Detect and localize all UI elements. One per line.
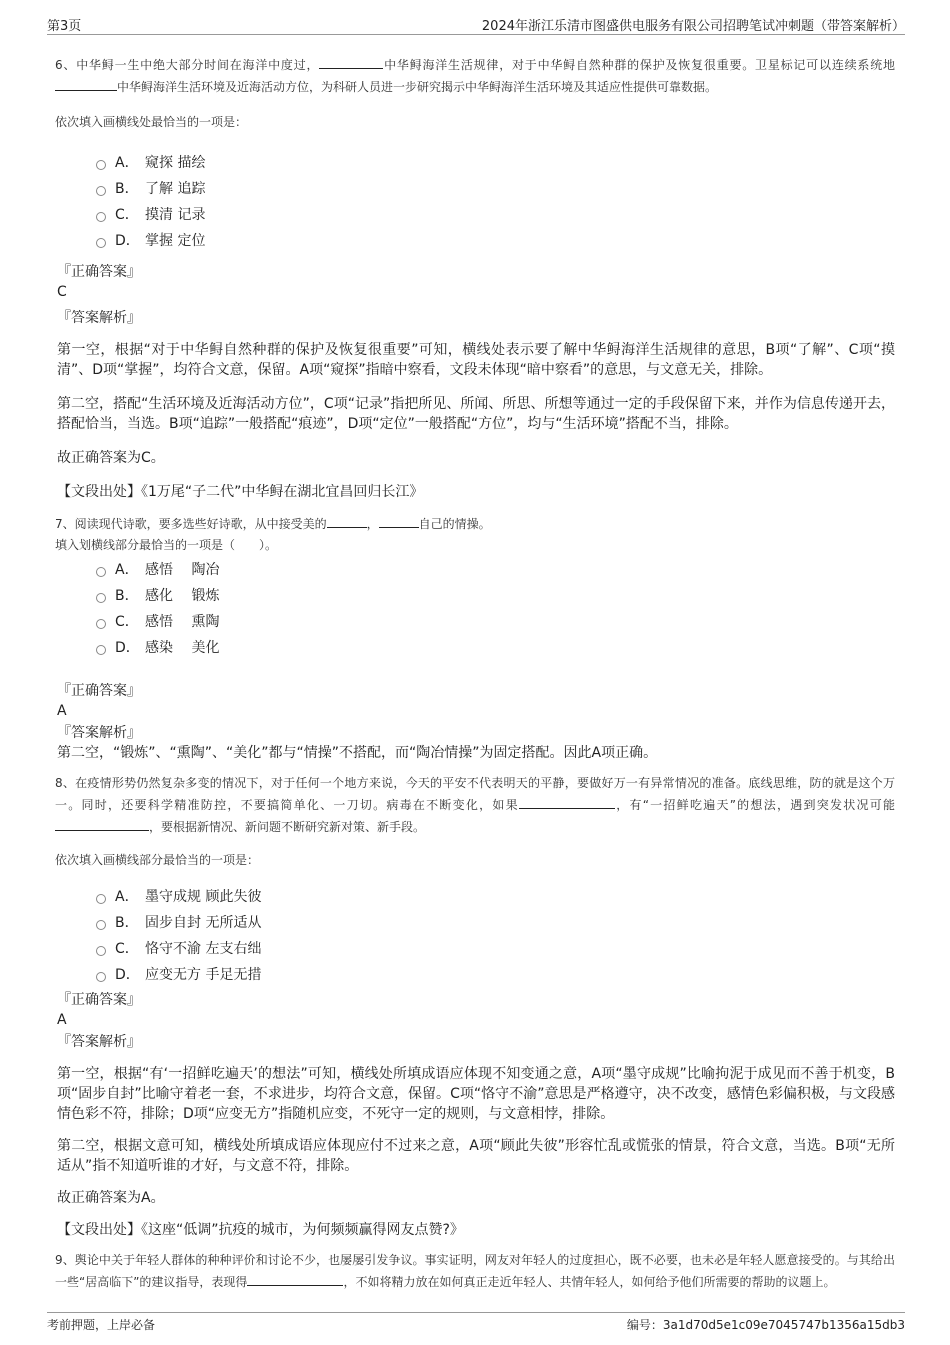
footer-slogan: 考前押题，上岸必备: [47, 1318, 156, 1332]
option-d[interactable]: D． 应变无方 手足无措: [55, 962, 895, 988]
answer-label: 『正确答案』: [57, 683, 141, 699]
question-8-prompt: 依次填入画横线部分最恰当的一项是：: [55, 853, 260, 867]
radio-icon[interactable]: [96, 894, 106, 904]
radio-icon[interactable]: [96, 567, 106, 577]
question-8-stem: 8、在疫情形势仍然复杂多变的情况下，对于任何一个地方来说，今天的平安不代表明天的平静，要做好万一有异常情况的准备。底线思维，防的就是这个万一。同时，还要科学精准防控，不要搞简单化、一刀切。病毒在不断变化，如果 ，有“一招鲜吃遍天”的想法，遇到突发状况可能，要根据新情况、新问题不断研究新对策、新手段。: [55, 776, 895, 834]
question-7-prompt: 填入划横线部分最恰当的一项是（ ）。: [55, 538, 278, 552]
radio-icon[interactable]: [96, 238, 106, 248]
analysis-paragraph: 第二空，根据文意可知，横线处所填成语应体现应付不过来之意，A项“顾此失彼”形容忙乱或慌张的情景，符合文意，当选。B项“无所适从”指不知道听谁的才好，与文意不符，排除。: [57, 1138, 895, 1174]
analysis-paragraph: 第一空，根据“有‘一招鲜吃遍天’的想法”可知，横线处所填成语应体现不知变通之意，A项“墨守成规”比喻拘泥于成见而不善于机变，B项“固步自封”比喻守着老一套，不求进步，均符合文意，保留。C项“恪守不渝”意思是严格遵守，决不改变，感情色彩偏积极，与文段感情色彩不符，排除；D项“应变无方”指随机应变，不死守一定的规则，与文意相悖，排除。: [57, 1066, 895, 1122]
radio-icon[interactable]: [96, 920, 106, 930]
option-c[interactable]: C． 感悟 熏陶: [55, 609, 895, 635]
analysis-label: 『答案解析』: [57, 725, 141, 741]
document-code: 编号：3a1d70d5e1c09e7045747b1356a15db3: [626, 1318, 905, 1332]
radio-icon[interactable]: [96, 160, 106, 170]
option-c[interactable]: C． 恪守不渝 左支右绌: [55, 936, 895, 962]
radio-icon[interactable]: [96, 972, 106, 982]
source-citation: 【文段出处】《这座“低调”抗疫的城市，为何频频赢得网友点赞?》: [57, 1222, 464, 1238]
radio-icon[interactable]: [96, 593, 106, 603]
radio-icon[interactable]: [96, 619, 106, 629]
answer-label: 『正确答案』: [57, 992, 141, 1008]
option-b[interactable]: B． 感化 锻炼: [55, 583, 895, 609]
answer-value: A: [57, 703, 67, 719]
analysis-conclusion: 故正确答案为A。: [57, 1190, 165, 1206]
option-b[interactable]: B． 了解 追踪: [55, 176, 895, 202]
analysis-label: 『答案解析』: [57, 310, 141, 326]
page-number: 第3页: [47, 19, 82, 34]
question-7-stem: 7、阅读现代诗歌，要多选些好诗歌，从中接受美的 ， 自己的情操。: [55, 517, 491, 531]
answer-value: A: [57, 1012, 67, 1028]
document-title: 2024年浙江乐清市图盛供电服务有限公司招聘笔试冲刺题（带答案解析）: [481, 19, 905, 34]
question-7-options: [55, 557, 895, 661]
option-c[interactable]: C． 摸清 记录: [55, 202, 895, 228]
source-citation: 【文段出处】《1万尾“子二代”中华鲟在湖北宜昌回归长江》: [57, 484, 424, 500]
question-6-stem: 6、中华鲟一生中绝大部分时间在海洋中度过， 中华鲟海洋生活规律，对于中华鲟自然种群的保护及恢复很重要。卫星标记可以连续系统地中华鲟海洋生活环境及近海活动方位，为科研人员进一步研究揭示中华鲟海洋生活环境及其适应性提供可靠数据。: [55, 54, 895, 98]
analysis-paragraph: 第二空，“锻炼”、“熏陶”、“美化”都与“情操”不搭配，而“陶冶情操”为固定搭配。因此A项正确。: [57, 745, 658, 761]
analysis-paragraph: 第一空，根据“对于中华鲟自然种群的保护及恢复很重要”可知，横线处表示要了解中华鲟海洋生活规律的意思，B项“了解”、C项“摸清”、D项“掌握”，均符合文意，保留。A项“窥探”指暗中察看，文段未体现“暗中察看”的意思，与文意无关，排除。: [57, 342, 895, 378]
question-8-options: [55, 884, 895, 988]
option-a[interactable]: A． 墨守成规 顾此失彼: [55, 884, 895, 910]
answer-value: C: [57, 284, 67, 300]
option-d[interactable]: D． 掌握 定位: [55, 228, 895, 254]
answer-label: 『正确答案』: [57, 264, 141, 280]
page-footer: [47, 1312, 905, 1333]
question-6-prompt: 依次填入画横线处最恰当的一项是：: [55, 115, 248, 129]
option-a[interactable]: A． 感悟 陶冶: [55, 557, 895, 583]
question-6-options: [55, 150, 895, 254]
option-d[interactable]: D． 感染 美化: [55, 635, 895, 661]
radio-icon[interactable]: [96, 212, 106, 222]
analysis-paragraph: 第二空，搭配“生活环境及近海活动方位”，C项“记录”指把所见、所闻、所思、所想等通过一定的手段保留下来，并作为信息传递开去，搭配恰当，当选。B项“追踪”一般搭配“痕迹”，D项“定位”一般搭配“方位”，均与“生活环境”搭配不当，排除。: [57, 396, 895, 432]
option-a[interactable]: A． 窥探 描绘: [55, 150, 895, 176]
document-body: [55, 50, 895, 1293]
radio-icon[interactable]: [96, 645, 106, 655]
analysis-label: 『答案解析』: [57, 1034, 141, 1050]
question-9-stem: 9、舆论中关于年轻人群体的种种评价和讨论不少，也屡屡引发争议。事实证明，网友对年轻人的过度担心，既不必要，也未必是年轻人愿意接受的。与其给出一些“居高临下”的建议指导，表现得 ，不如将精力放在如何真正走近年轻人、共情年轻人，如何给予他们所需要的帮助的议题上。: [55, 1253, 895, 1289]
page-header: [47, 14, 905, 35]
option-b[interactable]: B． 固步自封 无所适从: [55, 910, 895, 936]
analysis-conclusion: 故正确答案为C。: [57, 450, 165, 466]
radio-icon[interactable]: [96, 946, 106, 956]
radio-icon[interactable]: [96, 186, 106, 196]
